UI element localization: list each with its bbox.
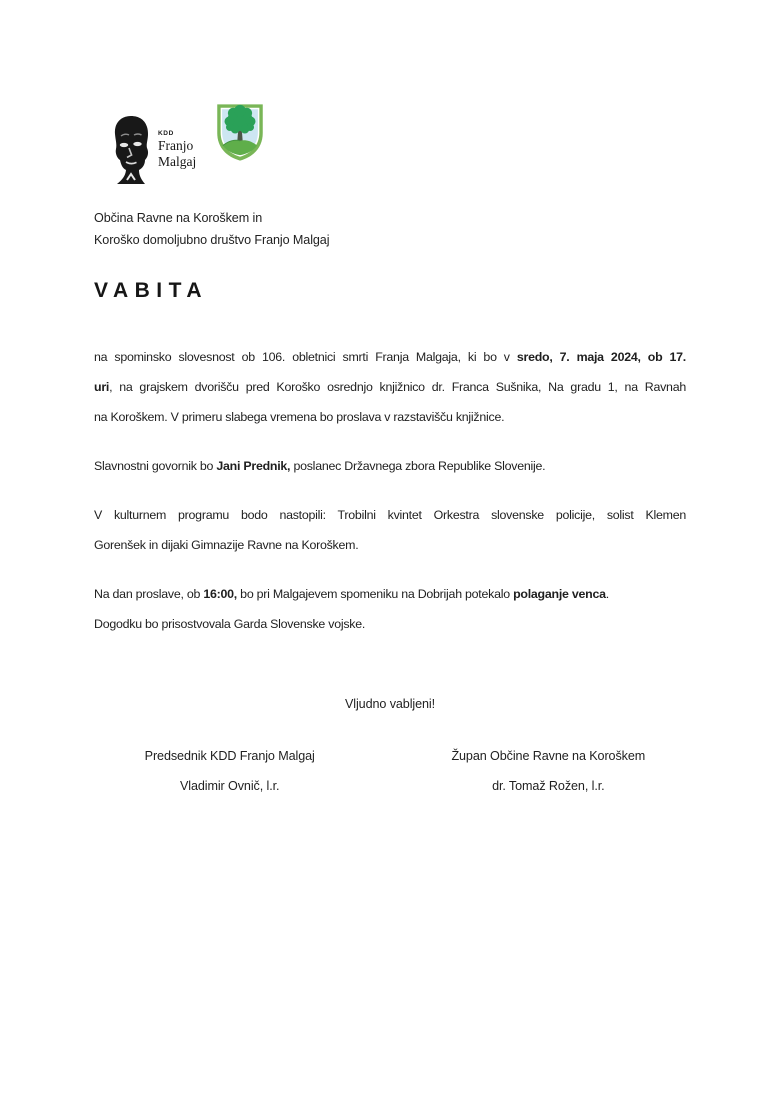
signature-right-name: dr. Tomaž Rožen, l.r. xyxy=(492,779,605,793)
signature-row xyxy=(94,741,684,801)
signature-right-title: Župan Občine Ravne na Koroškem xyxy=(451,749,646,763)
text-line: uri, na grajskem dvorišču pred Koroško osrednjo knjižnico dr. Franca Sušnika, Na gradu 1, na Ravnah xyxy=(94,380,686,394)
organizer-block xyxy=(94,207,778,251)
page-title: VABITA xyxy=(94,279,209,302)
logo-row xyxy=(0,0,778,187)
logo-name-line2: Malgaj xyxy=(158,154,197,169)
closing-line: Vljudno vabljeni! xyxy=(344,697,436,711)
organizer-line-2: Koroško domoljubno društvo Franjo Malgaj xyxy=(94,233,330,247)
text-line: V kulturnem programu bodo nastopili: Trobilni kvintet Orkestra slovenske policije, solist Klemen xyxy=(94,508,686,522)
signature-left-name: Vladimir Ovnič, l.r. xyxy=(179,779,280,793)
logo-wordmark xyxy=(158,130,204,186)
kdd-franjo-malgaj-logo xyxy=(108,100,204,186)
text-line: Na dan proslave, ob 16:00, bo pri Malgajevem spomeniku na Dobrijah potekalo polaganje venca. xyxy=(94,587,609,601)
text-line: Dogodku bo prisostvovala Garda Slovenske vojske. xyxy=(94,617,366,631)
text-line: Gorenšek in dijaki Gimnazije Ravne na Koroškem. xyxy=(94,538,359,552)
signature-left xyxy=(94,741,365,801)
body-text xyxy=(94,342,686,639)
logo-name-line1: Franjo xyxy=(158,138,194,153)
paragraph-program xyxy=(94,500,686,560)
ravne-coat-of-arms-icon xyxy=(214,102,266,163)
paragraph-event-details xyxy=(94,342,686,432)
paragraph-wreath-ceremony xyxy=(94,579,686,639)
signature-right xyxy=(413,741,684,801)
text-line: na spominsko slovesnost ob 106. obletnici smrti Franja Malgaja, ki bo v sredo, 7. maja 2024, ob 17. xyxy=(94,350,687,364)
paragraph-speaker xyxy=(94,451,686,481)
franjo-malgaj-portrait-icon xyxy=(108,114,154,186)
text-line: na Koroškem. V primeru slabega vremena bo proslava v razstavišču knjižnice. xyxy=(94,410,505,424)
text-line: Slavnostni govornik bo Jani Prednik, poslanec Državnega zbora Republike Slovenije. xyxy=(94,459,546,473)
logo-kdd-label: KDD xyxy=(158,130,174,137)
organizer-line-1: Občina Ravne na Koroškem in xyxy=(94,211,263,225)
signature-left-title: Predsednik KDD Franjo Malgaj xyxy=(144,749,315,763)
